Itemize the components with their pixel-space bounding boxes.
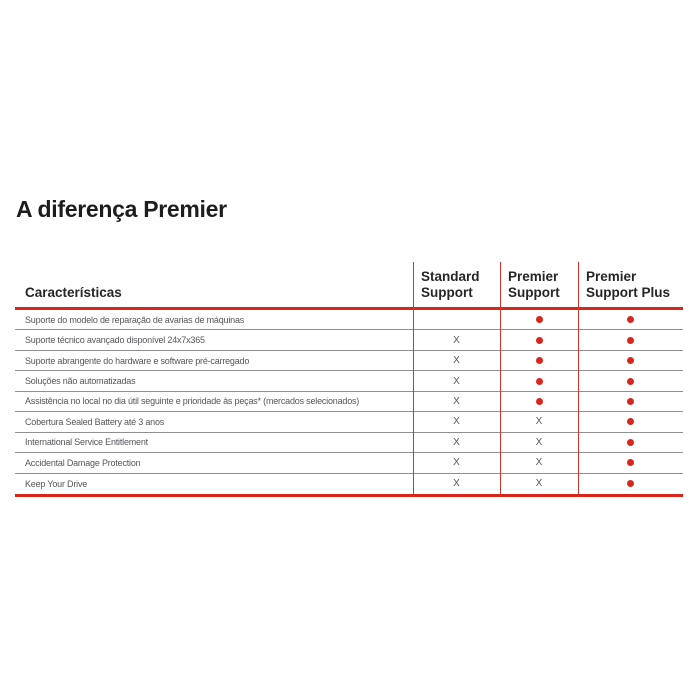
column-divider [500,262,501,497]
feature-label: Suporte abrangente do hardware e software pré-carregado [25,355,250,366]
included-dot-icon [627,459,634,466]
not-included-x-mark: X [535,478,543,490]
column-divider [578,262,579,497]
column-header-standard-support [413,262,500,307]
premier-support-cell [500,351,578,370]
premier-support-plus-cell [578,310,683,329]
premier-support-plus-cell [578,351,683,370]
included-dot-icon [627,316,634,323]
not-included-x-mark: X [453,355,460,367]
premier-support-plus-cell [578,453,683,472]
table-row [15,330,683,350]
not-included-x-mark: X [535,416,543,428]
feature-label: Soluções não automatizadas [25,376,136,387]
included-dot-icon [627,439,634,446]
feature-label: Cobertura Sealed Battery até 3 anos [25,416,165,427]
table-row [15,453,683,473]
premier-support-plus-cell [578,371,683,390]
standard-support-cell [413,310,500,329]
not-included-x-mark: X [453,334,460,346]
included-dot-icon [627,378,634,385]
features-column-header: Características [25,285,122,300]
not-included-x-mark: X [535,436,543,448]
page-title: A diferença Premier [16,196,227,222]
included-dot-icon [536,357,543,364]
premier-support-plus-cell [578,433,683,452]
included-dot-icon [536,337,543,344]
not-included-x-mark: X [453,436,460,448]
feature-label: Keep Your Drive [25,478,88,489]
included-dot-icon [536,316,543,323]
column-header-premier-support-plus [578,262,683,307]
included-dot-icon [627,337,634,344]
premier-support-cell [500,392,578,411]
premier-support-plus-cell [578,330,683,349]
premier-support-plus-cell [578,474,683,494]
table-bottom-rule-divider [15,494,683,497]
feature-label: Assistência no local no dia útil seguinte e prioridade às peças* (mercados selecionados) [25,396,360,407]
included-dot-icon [536,398,543,405]
not-included-x-mark: X [453,416,460,428]
table-row [15,371,683,391]
not-included-x-mark: X [453,375,460,387]
column-header-label: Premier Support Plus [586,269,670,300]
included-dot-icon [627,398,634,405]
comparison-table [15,262,683,497]
premier-support-plus-cell [578,392,683,411]
table-row [15,310,683,330]
table-header-row [15,262,683,307]
feature-label: Suporte técnico avançado disponível 24x7x365 [25,335,205,346]
not-included-x-mark: X [453,395,460,407]
column-divider [413,262,414,497]
not-included-x-mark: X [535,457,543,469]
table-row [15,392,683,412]
table-row [15,474,683,494]
included-dot-icon [536,378,543,385]
premier-support-plus-cell [578,412,683,431]
table-row [15,351,683,371]
premier-support-cell [500,330,578,349]
included-dot-icon [627,480,634,487]
feature-label: International Service Entitlement [25,437,148,448]
included-dot-icon [627,418,634,425]
included-dot-icon [627,357,634,364]
premier-support-cell [500,310,578,329]
table-row [15,433,683,453]
table-body [15,310,683,494]
column-header-premier-support [500,262,578,307]
column-header-label: Standard Support [421,269,480,300]
premier-support-cell [500,371,578,390]
column-header-label: Premier Support [508,269,560,300]
not-included-x-mark: X [453,478,460,490]
table-row [15,412,683,432]
feature-label: Accidental Damage Protection [25,457,141,468]
not-included-x-mark: X [453,457,460,469]
feature-label: Suporte do modelo de reparação de avarias de máquinas [25,314,245,325]
